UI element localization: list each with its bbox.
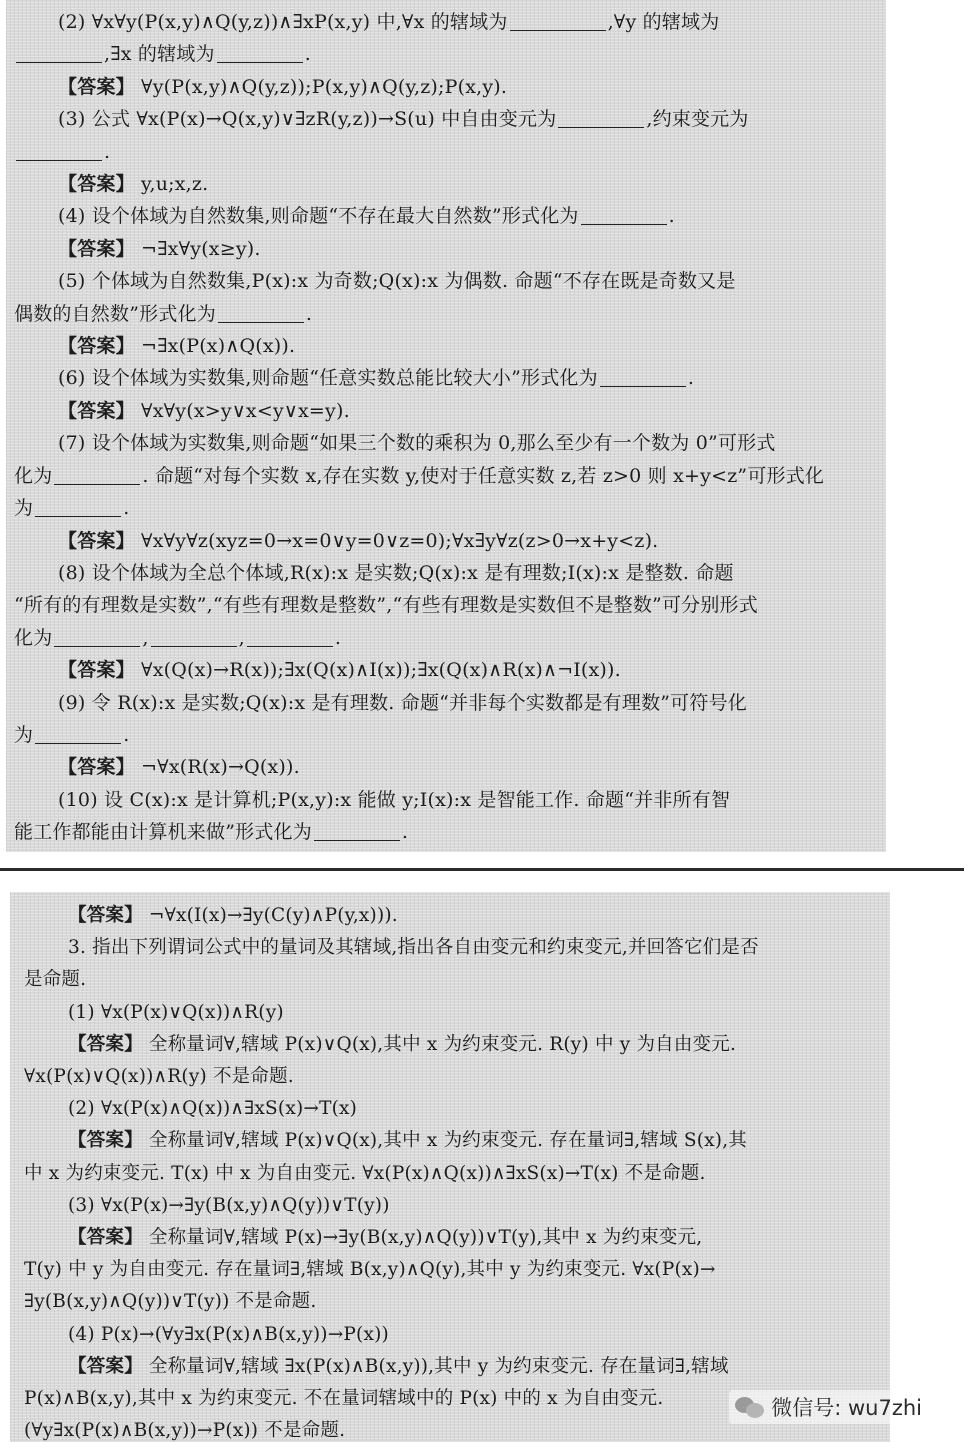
top-line — [14, 687, 874, 719]
line-text: (3) ∀x(P(x)→∃y(B(x,y)∧Q(y))∨T(y)) — [68, 1194, 390, 1216]
bottom-line — [24, 900, 876, 932]
answer-tag: 【答案】 — [58, 335, 135, 358]
wechat-icon — [735, 1395, 765, 1419]
top-line — [14, 525, 874, 557]
answer-tag: 【答案】 — [58, 399, 135, 422]
fill-blank — [510, 29, 606, 31]
top-line — [14, 168, 874, 200]
scan-page-bottom — [10, 892, 890, 1442]
answer-tag: 【答案】 — [68, 1355, 143, 1377]
bottom-line — [24, 1254, 876, 1286]
fill-blank — [581, 223, 667, 225]
bottom-line — [24, 1125, 876, 1157]
answer-tag: 【答案】 — [58, 756, 135, 779]
line-text: (2) ∀x(P(x)∧Q(x))∧∃xS(x)→T(x) — [68, 1098, 358, 1120]
top-line — [14, 265, 874, 297]
line-text: “所有的有理数是实数”,“有些有理数是整数”,“有些有理数是实数但不是整数”可分别形式 — [14, 594, 758, 617]
line-text: P(x)∧B(x,y),其中 x 为约束变元. 不在量词辖域中的 P(x) 中的 x 为自由变元. — [24, 1388, 664, 1410]
line-text: (3) 公式 ∀x(P(x)→Q(x,y)∨∃zR(y,z))→S(u) 中自由变元为 — [58, 108, 557, 131]
bottom-line — [24, 1222, 876, 1254]
line-text: (5) 个体域为自然数集,P(x):x 为奇数;Q(x):x 为偶数. 命题“不存在既是奇数又是 — [58, 270, 736, 293]
answer-tag: 【答案】 — [58, 173, 135, 196]
fill-blank — [16, 159, 102, 161]
top-line — [14, 362, 874, 394]
line-text: . — [123, 723, 130, 746]
line-text: ,∀y 的辖域为 — [607, 11, 720, 33]
top-line — [14, 460, 874, 492]
watermark-text: 微信号: wu7zhi — [771, 1396, 922, 1420]
top-line — [14, 298, 874, 330]
line-text: ∀x(P(x)∨Q(x))∧R(y) 不是命题. — [24, 1066, 294, 1088]
line-text: . — [334, 626, 342, 649]
bottom-line — [24, 1158, 876, 1190]
fill-blank — [314, 839, 400, 841]
top-line — [14, 200, 874, 232]
fill-blank — [151, 645, 237, 647]
bottom-line — [24, 932, 876, 964]
answer-tag: 【答案】 — [58, 75, 135, 98]
top-line — [14, 71, 874, 103]
line-text: (4) 设个体域为自然数集,则命题“不存在最大自然数”形式化为 — [58, 205, 579, 228]
line-text: ∃y(B(x,y)∧Q(y))∨T(y)) 不是命题. — [24, 1291, 317, 1313]
bottom-line — [24, 1319, 876, 1351]
answer-tag: 【答案】 — [58, 237, 135, 260]
line-text: ∀y(P(x,y)∧Q(y,z));P(x,y)∧Q(y,z);P(x,y). — [134, 75, 508, 98]
top-line — [14, 557, 874, 589]
line-text: (∀y∃x(P(x)∧B(x,y))→P(x)) 不是命题. — [24, 1420, 346, 1442]
fill-blank — [54, 483, 140, 485]
bottom-line — [24, 1061, 876, 1093]
top-line — [14, 784, 874, 816]
line-text: ¬∃x(P(x)∧Q(x)). — [134, 335, 296, 358]
page-separator — [0, 868, 964, 871]
line-text: (6) 设个体域为实数集,则命题“任意实数总能比较大小”形式化为 — [58, 367, 598, 390]
top-line — [14, 233, 874, 265]
line-text: 偶数的自然数”形式化为 — [14, 302, 216, 325]
top-line — [14, 816, 874, 848]
bottom-line — [24, 1351, 876, 1383]
bottom-line — [24, 1029, 876, 1061]
fill-blank — [16, 61, 102, 63]
top-line — [14, 395, 874, 427]
line-text: 全称量词∀,辖域 ∃x(P(x)∧B(x,y)),其中 y 为约束变元. 存在量词∃,辖域 — [142, 1355, 729, 1377]
line-text: . — [687, 367, 695, 390]
top-line — [14, 654, 874, 686]
line-text: 中 x 为约束变元. T(x) 中 x 为自由变元. ∀x(P(x)∧Q(x))∧∃xS(x)→T(x) 不是命题. — [24, 1162, 706, 1184]
line-text: (4) P(x)→(∀y∃x(P(x)∧B(x,y))→P(x)) — [68, 1323, 389, 1345]
line-text: , — [142, 626, 149, 649]
watermark — [729, 1390, 928, 1424]
answer-tag: 【答案】 — [68, 1227, 143, 1249]
fill-blank — [217, 61, 303, 63]
bottom-line — [24, 997, 876, 1029]
line-text: . — [668, 205, 675, 228]
bottom-line — [24, 964, 876, 996]
top-line — [14, 103, 874, 135]
bottom-line — [24, 1093, 876, 1125]
answer-tag: 【答案】 — [58, 659, 135, 682]
line-text: ∀x(Q(x)→R(x));∃x(Q(x)∧I(x));∃x(Q(x)∧R(x)∧¬I(x)). — [134, 659, 621, 682]
line-text: 全称量词∀,辖域 P(x)∨Q(x),其中 x 为约束变元. 存在量词∃,辖域 S(x),其 — [142, 1130, 747, 1152]
top-line — [14, 751, 874, 783]
fill-blank — [600, 385, 686, 387]
bottom-line — [24, 1190, 876, 1222]
line-text: 能工作都能由计算机来做”形式化为 — [14, 821, 312, 844]
line-text: . — [104, 140, 111, 163]
line-text: 为 — [14, 497, 34, 520]
top-line — [14, 427, 874, 459]
line-text: (9) 令 R(x):x 是实数;Q(x):x 是有理数. 命题“并非每个实数都是有理数”可符号化 — [58, 691, 747, 714]
line-text: 全称量词∀,辖域 P(x)→∃y(B(x,y)∧Q(y))∨T(y),其中 x 为约束变元, — [142, 1227, 703, 1249]
top-line — [14, 719, 874, 751]
line-text: (7) 设个体域为实数集,则命题“如果三个数的乘积为 0,那么至少有一个数为 0”可形式 — [58, 432, 776, 455]
scan-page-top — [6, 0, 886, 852]
fill-blank — [54, 645, 140, 647]
answer-tag: 【答案】 — [68, 1033, 143, 1055]
line-text: . — [123, 497, 130, 520]
line-text: ∀x∀y∀z(xyz=0→x=0∨y=0∨z=0);∀x∃y∀z(z>0→x+y<z). — [134, 529, 659, 552]
fill-blank — [218, 321, 304, 323]
line-text: 3. 指出下列谓词公式中的量词及其辖域,指出各自由变元和约束变元,并回答它们是否 — [68, 937, 759, 959]
line-text: . — [304, 43, 311, 66]
top-line — [14, 622, 874, 654]
line-text: 化为 — [14, 626, 53, 649]
line-text: T(y) 中 y 为自由变元. 存在量词∃,辖域 B(x,y)∧Q(y),其中 y 为约束变元. ∀x(P(x)→ — [24, 1259, 716, 1281]
line-text: . 命题“对每个实数 x,存在实数 y,使对于任意实数 z,若 z>0 则 x+y<z”可形式化 — [142, 464, 825, 487]
line-text: . — [401, 821, 409, 844]
line-text: ¬∃x∀y(x≥y). — [134, 237, 261, 260]
line-text: (10) 设 C(x):x 是计算机;P(x,y):x 能做 y;I(x):x 是智能工作. 命题“并非所有智 — [58, 788, 731, 811]
line-text: (2) ∀x∀y(P(x,y)∧Q(y,z))∧∃xP(x,y) 中,∀x 的辖域为 — [58, 11, 508, 33]
line-text: (8) 设个体域为全总个体域,R(x):x 是实数;Q(x):x 是有理数;I(x):x 是整数. 命题 — [58, 561, 734, 584]
fill-blank — [35, 742, 121, 744]
line-text: 是命题. — [24, 969, 87, 991]
line-text: . — [305, 302, 313, 325]
line-text: ¬∀x(R(x)→Q(x)). — [134, 756, 300, 779]
answer-tag: 【答案】 — [68, 905, 143, 926]
line-text: , — [238, 626, 245, 649]
line-text: y,u;x,z. — [134, 173, 209, 196]
line-text: ¬∀x(I(x)→∃y(C(y)∧P(y,x))). — [142, 905, 398, 926]
line-text: 化为 — [14, 464, 53, 487]
line-text: 全称量词∀,辖域 P(x)∨Q(x),其中 x 为约束变元. R(y) 中 y 为自由变元. — [142, 1033, 737, 1055]
bottom-line — [24, 1286, 876, 1318]
line-text: (1) ∀x(P(x)∨Q(x))∧R(y) — [68, 1001, 284, 1023]
line-text: ,约束变元为 — [646, 108, 749, 131]
answer-tag: 【答案】 — [58, 529, 135, 552]
fill-blank — [247, 645, 333, 647]
line-text: ∀x∀y(x>y∨x<y∨x=y). — [134, 399, 350, 422]
top-line — [14, 6, 874, 38]
top-line — [14, 589, 874, 621]
answer-tag: 【答案】 — [68, 1130, 143, 1152]
top-line — [14, 492, 874, 524]
line-text: 为 — [14, 723, 34, 746]
fill-blank — [35, 515, 121, 517]
top-line — [14, 136, 874, 168]
line-text: ,∃x 的辖域为 — [104, 43, 215, 66]
top-line — [14, 330, 874, 362]
top-line — [14, 38, 874, 70]
fill-blank — [558, 126, 644, 128]
